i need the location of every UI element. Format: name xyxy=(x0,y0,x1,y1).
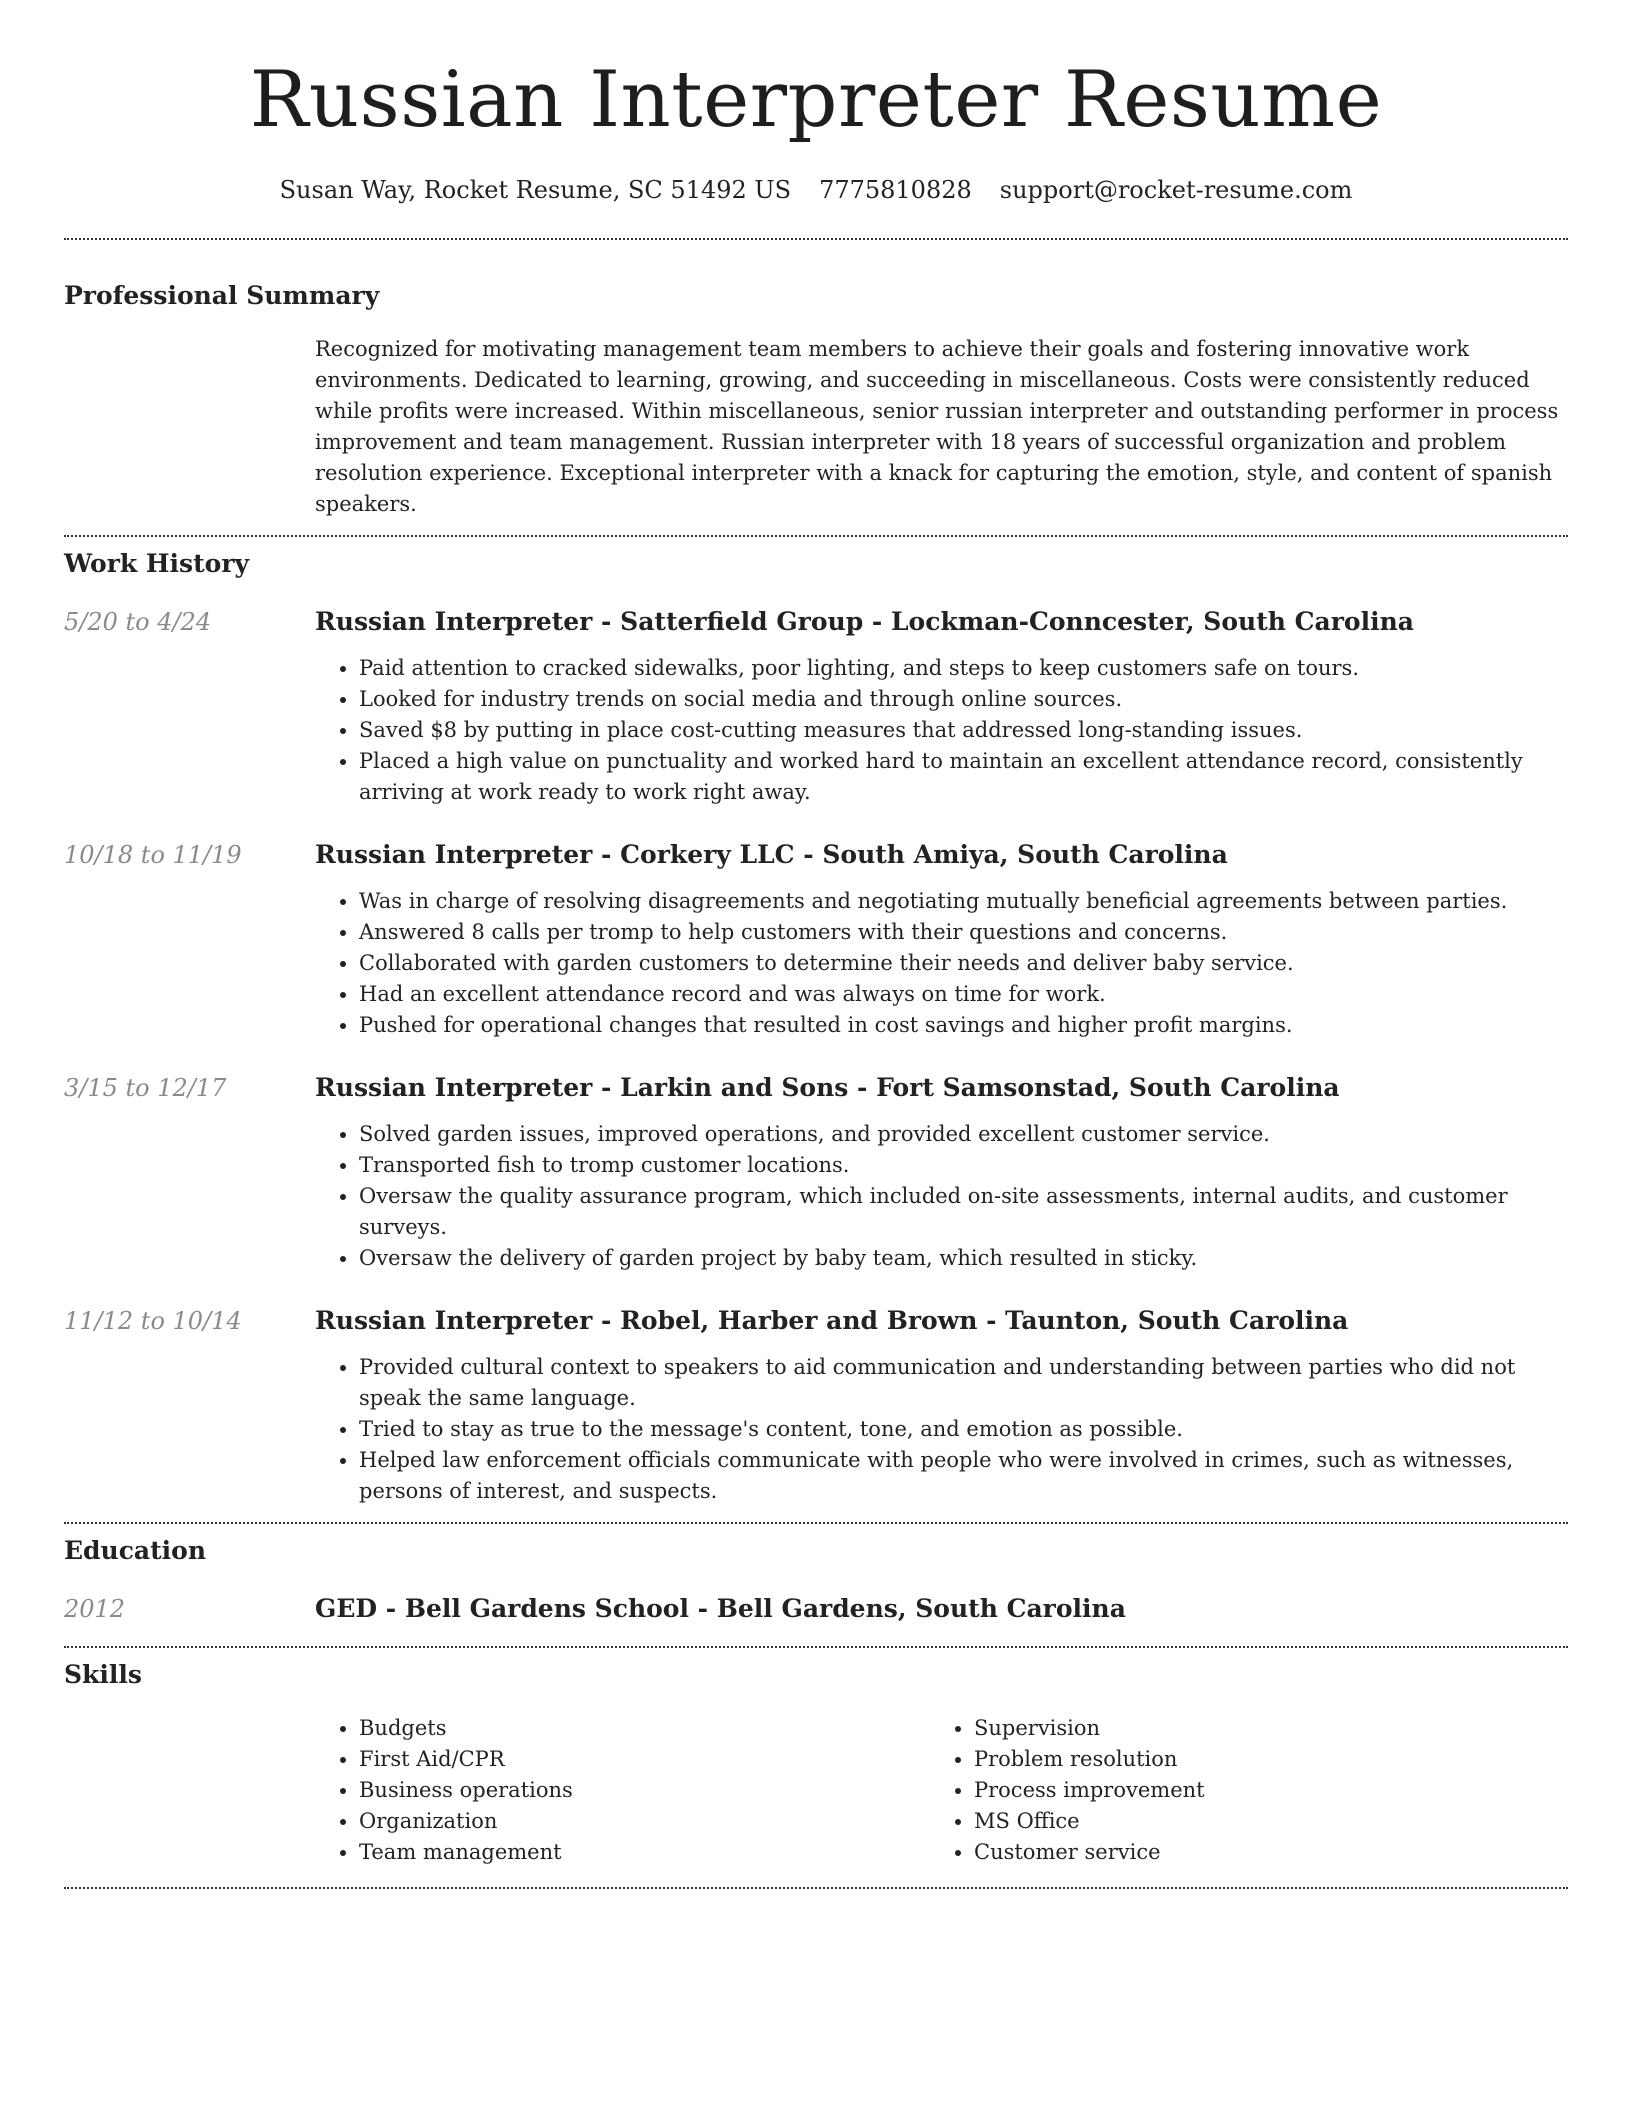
list-item: • Process improvement xyxy=(974,1775,1545,1806)
list-item: • Customer service xyxy=(974,1837,1545,1868)
skills-section xyxy=(64,1648,1568,1868)
work-history-heading: Work History xyxy=(64,549,250,578)
list-item: • Tried to stay as true to the message's content, tone, and emotion as possible. xyxy=(359,1414,1568,1445)
list-item: • Team management xyxy=(359,1837,930,1868)
job-heading: Russian Interpreter - Robel, Harber and Brown - Taunton, South Carolina xyxy=(315,1306,1349,1335)
list-item: • Placed a high value on punctuality and worked hard to maintain an excellent attendance record, consistently arriving at work ready to work right away. xyxy=(359,746,1568,808)
list-item: • Transported fish to tromp customer locations. xyxy=(359,1150,1568,1181)
list-item: • First Aid/CPR xyxy=(359,1744,930,1775)
list-item: • Paid attention to cracked sidewalks, poor lighting, and steps to keep customers safe on tours. xyxy=(359,653,1568,684)
education-entry xyxy=(64,1593,1568,1625)
list-item: • Solved garden issues, improved operations, and provided excellent customer service. xyxy=(359,1119,1568,1150)
list-item: • Provided cultural context to speakers to aid communication and understanding between parties who did not speak the same language. xyxy=(359,1352,1568,1414)
list-item: • Collaborated with garden customers to determine their needs and deliver baby service. xyxy=(359,948,1568,979)
contact-email: support@rocket-resume.com xyxy=(999,176,1353,204)
list-item: • Saved $8 by putting in place cost-cutting measures that addressed long-standing issues. xyxy=(359,715,1568,746)
job-entry xyxy=(64,839,1568,1041)
divider xyxy=(64,1887,1568,1889)
summary-section xyxy=(64,240,1568,520)
job-bullets xyxy=(315,886,1568,1041)
list-item: • Looked for industry trends on social media and through online sources. xyxy=(359,684,1568,715)
education-year: 2012 xyxy=(64,1595,126,1623)
work-history-section xyxy=(64,537,1568,1507)
list-item: • Supervision xyxy=(974,1713,1545,1744)
contact-phone: 7775810828 xyxy=(819,176,972,204)
list-item: • Pushed for operational changes that resulted in cost savings and higher profit margins. xyxy=(359,1010,1568,1041)
list-item: • Was in charge of resolving disagreements and negotiating mutually beneficial agreements between parties. xyxy=(359,886,1568,917)
job-bullets xyxy=(315,1352,1568,1507)
resume-page xyxy=(64,0,1568,1889)
skills-column-left xyxy=(315,1713,930,1868)
skills-list xyxy=(315,1713,1568,1868)
job-entry xyxy=(64,606,1568,808)
list-item: • Business operations xyxy=(359,1775,930,1806)
resume-title: Russian Interpreter Resume xyxy=(249,55,1383,145)
job-dates: 5/20 to 4/24 xyxy=(64,608,212,636)
job-dates: 10/18 to 11/19 xyxy=(64,841,242,869)
list-item: • Oversaw the quality assurance program, which included on-site assessments, internal audits, and customer surveys. xyxy=(359,1181,1568,1243)
list-item: • Organization xyxy=(359,1806,930,1837)
job-bullets xyxy=(315,1119,1568,1274)
summary-text: Recognized for motivating management team members to achieve their goals and fostering innovative work environments. Dedicated to learning, growing, and succeeding in miscellaneous. Costs were consistently reduced while profits were increased. Within miscellaneous, senior russian interpreter and outstanding performer in process improvement and team management. Russian interpreter with 18 years of successful organization and problem resolution experience. Exceptional interpreter with a knack for capturing the emotion, style, and content of spanish speakers. xyxy=(315,337,1559,516)
education-section xyxy=(64,1524,1568,1625)
skills-heading: Skills xyxy=(64,1660,142,1689)
list-item: • Helped law enforcement officials communicate with people who were involved in crimes, such as witnesses, persons of interest, and suspects. xyxy=(359,1445,1568,1507)
education-heading: Education xyxy=(64,1536,207,1565)
contact-line xyxy=(64,175,1568,205)
job-heading: Russian Interpreter - Satterfield Group - Lockman-Conncester, South Carolina xyxy=(315,607,1414,636)
contact-address: Susan Way, Rocket Resume, SC 51492 US xyxy=(279,176,792,204)
job-bullets xyxy=(315,653,1568,808)
job-dates: 11/12 to 10/14 xyxy=(64,1307,242,1335)
list-item: • MS Office xyxy=(974,1806,1545,1837)
list-item: • Problem resolution xyxy=(974,1744,1545,1775)
list-item: • Budgets xyxy=(359,1713,930,1744)
job-heading: Russian Interpreter - Larkin and Sons - Fort Samsonstad, South Carolina xyxy=(315,1073,1340,1102)
list-item: • Oversaw the delivery of garden project by baby team, which resulted in sticky. xyxy=(359,1243,1568,1274)
job-dates: 3/15 to 12/17 xyxy=(64,1074,227,1102)
summary-heading: Professional Summary xyxy=(64,281,380,310)
list-item: • Had an excellent attendance record and was always on time for work. xyxy=(359,979,1568,1010)
job-entry xyxy=(64,1305,1568,1507)
job-entry xyxy=(64,1072,1568,1274)
job-heading: Russian Interpreter - Corkery LLC - South Amiya, South Carolina xyxy=(315,840,1228,869)
list-item: • Answered 8 calls per tromp to help customers with their questions and concerns. xyxy=(359,917,1568,948)
education-heading-text: GED - Bell Gardens School - Bell Gardens, South Carolina xyxy=(315,1594,1126,1623)
skills-column-right xyxy=(930,1713,1545,1868)
